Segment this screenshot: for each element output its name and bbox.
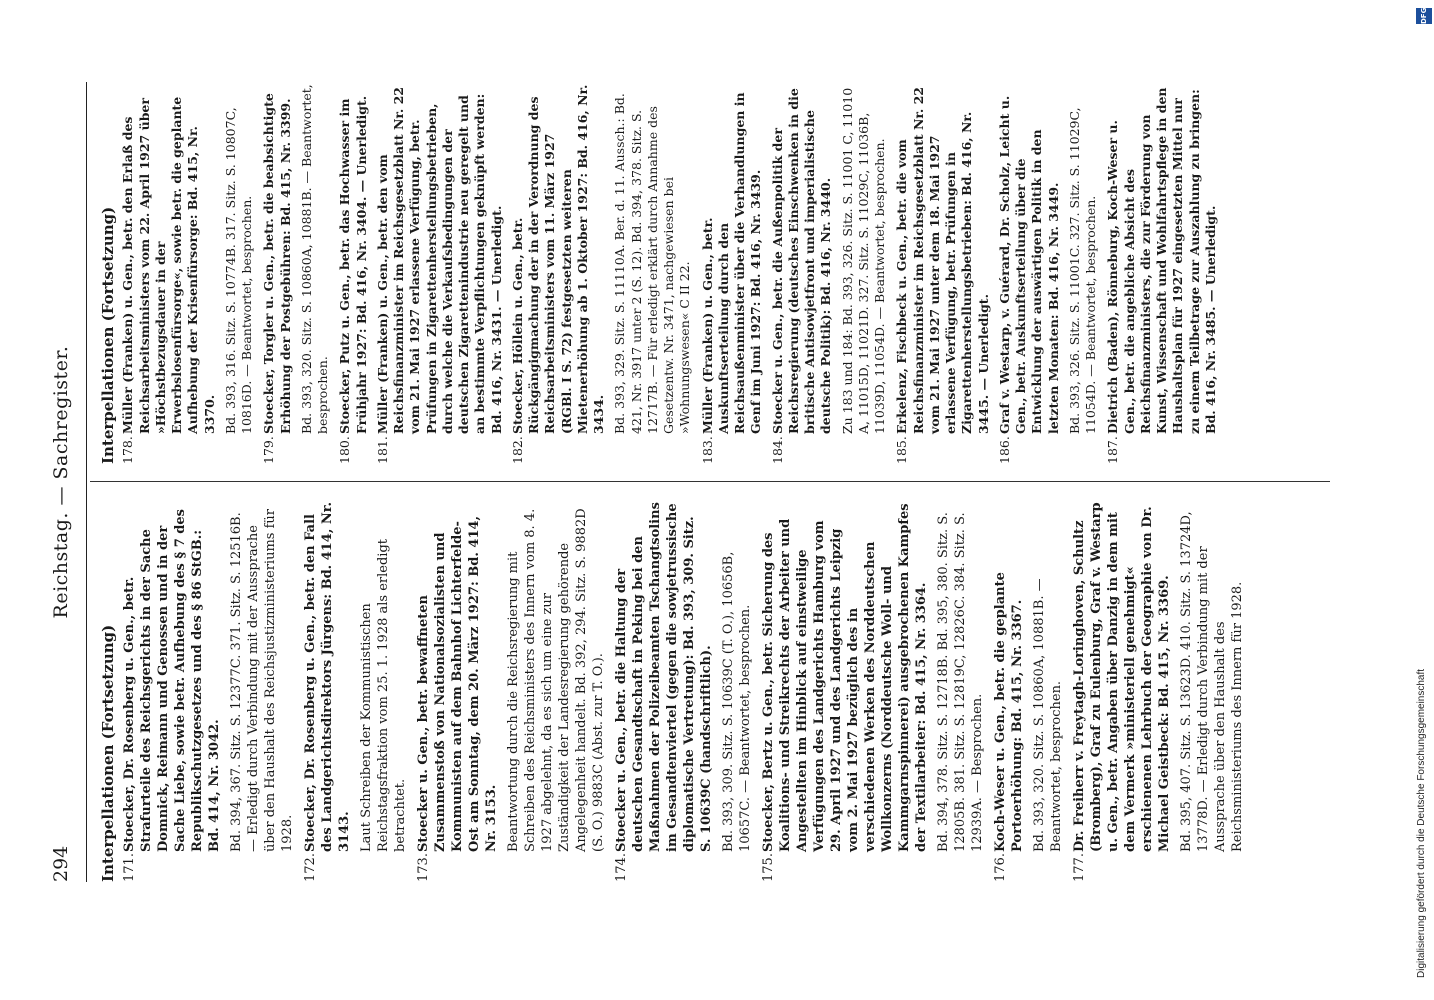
entry-text: Koch-Weser u. Gen., betr. die geplante Portoerhöhung: Bd. 415, Nr. 3367.: [993, 572, 1025, 852]
index-entry: [261, 84, 294, 464]
index-entry: [700, 84, 765, 464]
entry-references: Beantwortung durch die Reichsregierung mit Schreiben des Reichsministers des Innern vom 8. 4. 1927 abgelehnt, da es sich um eine zur Zuständigkeit der Landesregierung gehörende Angelegenheit handelt. Bd. 392, 294. Sitz. S. 9882D (S. O.) 9883C (Abst. zur T. O.).: [506, 508, 606, 852]
entry-text: Stoecker, Torgler u. Gen., betr. die beabsichtigte Erhöhung der Postgebühren: Bd. 415, Nr. 3399.: [261, 93, 293, 434]
index-entry: [375, 84, 505, 464]
entry-references: Bd. 395, 407. Sitz. S. 13623D. 410. Sitz. S. 13724D, 13778D. — Erledigt durch Verbindung mit der Aussprache über den Haushalt des Reichsministeriums des Innern für 1928.: [1179, 511, 1245, 852]
page-header: [50, 82, 82, 882]
header-rule: [86, 82, 87, 882]
entry-references: Bd. 393, 326. Sitz. S. 11001C. 327. Sitz. S. 11029C, 11054D. — Beantwortet, besprochen.: [1066, 107, 1098, 434]
entry-text: Stoecker u. Gen., betr. die Haltung der deutschen Gesandtschaft in Peking bei den Maßnahmen der Polizeibeamten Tschangtsolins im Gesandtenviertel (gegen die sowjetrussische diplomatische Vertretung): Bd. 393, 309. Sitz. S. 10639C (handschriftlich).: [614, 502, 714, 852]
entry-number: 176.: [993, 853, 1008, 882]
document-page: [50, 82, 1350, 882]
entry-text: Stoecker u. Gen., betr. die Außenpolitik der Reichsregierung (deutsches Einschwenken in die britische Antisowjetfront und imperialistische deutsche Politik): Bd. 416, Nr. 3440.: [769, 88, 834, 434]
entry-number: 173.: [416, 853, 431, 882]
entry-number: 186.: [996, 436, 1012, 464]
entry-text: Erkelenz, Fischbeck u. Gen., betr. die vom Reichsfinanzminister im Reichsgesetzblatt Nr. 22 vom 21. Mai 1927 unter dem 18. Mai 1927 erlassene Verfügung, betr. Prüfungen in Zigarettenherstellungsbetrieben: Bd. 416, Nr. 3445. — Unerledigt.: [894, 87, 991, 434]
index-entry: [613, 502, 715, 882]
entry-number: 187.: [1105, 436, 1121, 464]
entry-text: Dietrich (Baden), Rönneburg, Koch-Weser u. Gen., betr. die angebliche Absicht des Reichsfinanzministers, die zur Förderung von Kunst, Wissenschaft und Wohlfahrtspflege in den Haushaltsplan für 1927 eingesetzten Mittel nur zu einem Teilbetrage zur Auszahlung zu bringen: Bd. 416, Nr. 3485. — Unerledigt.: [1105, 87, 1218, 434]
entry-text: Graf v. Westarp, v. Guérard, Dr. Scholz, Leicht u. Gen., betr. Auskunftserteilung über die Entwicklung der auswärtigen Politik in den letzten Monaten: Bd. 416, Nr. 3449.: [996, 95, 1061, 434]
entry-number: 179.: [261, 436, 277, 464]
entry-text: Stoecker u. Gen., betr. bewaffneten Zusammenstoß von Nationalsozialisten und Kommunisten auf dem Bahnhof Lichterfelde-Ost am Sonntag, dem 20. März 1927: Bd. 414, Nr. 3153.: [416, 515, 499, 852]
entry-number: 183.: [699, 436, 715, 464]
dfg-logo-text: DFG: [1420, 7, 1428, 24]
entry-references: Laut Schreiben der Kommunistischen Reichstagsfraktion vom 25. 1. 1928 als erledigt betrachtet.: [359, 539, 408, 852]
entry-number: 174.: [614, 853, 629, 882]
entry-text: Stoecker, Dr. Rosenberg u. Gen., betr. den Fall des Landgerichtsdirektors Jürgens: Bd. 414, Nr. 3143.: [303, 502, 352, 852]
entry-text: Müller (Franken) u. Gen., betr. Auskunftserteilung durch den Reichsaußenminister über die Verhandlungen in Genf im Juni 1927: Bd. 416, Nr. 3439.: [699, 92, 764, 434]
entry-number: 172.: [303, 853, 318, 882]
entry-references: Bd. 393, 320. Sitz. S. 10860A, 10881B. — Beantwortet, besprochen.: [298, 84, 330, 434]
entry-text: Stoecker, Höllein u. Gen., betr. Rückgängigmachung der in der Verordnung des Reichsarbeitsministers vom 11. März 1927 (RGBl. I S. 72) festgesetzten weiteren Mietenerhöhung ab 1. Oktober 1927: Bd. 416, Nr. 3434.: [509, 84, 606, 434]
entry-text: Stoecker, Bertz u. Gen., betr. Sicherung des Koalitions- und Streikrechts der Arbeiter und Angestellten im Hinblick auf einstweilige Verfügungen des Landgerichts Hamburg vom 29. April 1927 und des Landgerichts Leipzig vom 2. Mai 1927 bezüglich des in verschiedenen Werken des Norddeutschen Wollkonzerns (Norddeutsche Woll- und Kammgarnspinnerei) ausgebrochenen Kampfes der Textilarbeiter: Bd. 415, Nr. 3364.: [761, 503, 929, 852]
entry-text: Müller (Franken) u. Gen., betr. den vom Reichsfinanzminister im Reichsgesetzblatt Nr. 22 vom 21. Mai 1927 erlassene Verfügung, betr. Prüfungen in Zigarettenherstellungsbetrieben, durch welche die Verkaufsbedingungen der deutschen Zigarettenindustrie neu geregelt und an bestimmte Verpflichtungen geknüpft werden: Bd. 416, Nr. 3431. — Unerledigt.: [374, 87, 504, 434]
page-number: 294: [50, 845, 72, 882]
index-entry: [337, 84, 370, 464]
index-entry: [120, 84, 218, 464]
credit-text: Digitalisierung gefördert durch die Deutsche Forschungsgemeinschaft: [1416, 668, 1427, 978]
index-entry: [510, 84, 608, 464]
right-column: [100, 84, 1224, 464]
entry-text: Stoecker, Dr. Rosenberg u. Gen., betr. Strafurteile des Reichsgerichts in der Sache Domnick, Reimann und Genossen und in der Sache Liebe, sowie betr. Aufhebung des § 7 des Republikschutzgesetzes und des § 86 StGB.: Bd. 414, Nr. 3042.: [122, 509, 222, 852]
entry-references: Bd. 394, 378. Sitz. S. 12718B. Bd. 395, 380. Sitz. S. 12805B. 381. Sitz. S. 12819C, 12826C. 384. Sitz. S. 12939A. — Besprochen.: [936, 512, 985, 852]
digitization-credit: [1416, 28, 1434, 988]
dfg-logo: [1416, 8, 1432, 24]
index-entry: [997, 84, 1062, 464]
entry-number: 177.: [1072, 853, 1087, 882]
index-entry: [415, 502, 500, 882]
entry-references: Bd. 393, 316. Sitz. S. 10774B. 317. Sitz. S. 10807C, 10816D. — Beantwortet, besprochen.: [222, 107, 254, 434]
entry-number: 184.: [769, 436, 785, 464]
entry-references: Bd. 393, 320. Sitz. S. 10860A, 10881B. — Beantwortet, besprochen.: [1032, 578, 1064, 852]
index-entry: [992, 502, 1026, 882]
index-entry: [1105, 84, 1219, 464]
entry-text: Dr. Freiherr v. Freytagh-Loringhoven, Schultz (Bromberg), Graf zu Eulenburg, Graf v. Westarp u. Gen., betr. Angaben über Danzig in dem mit dem Vermerk »ministeriell genehmigt« erschienenen Lehrbuch der Geographie von Dr. Michael Geistbeck: Bd. 415, Nr. 3369.: [1072, 502, 1172, 852]
entry-text: Müller (Franken) u. Gen., betr. den Erlaß des Reichsarbeitsministers vom 22. April 1927 über »Höchstbezugsdauer in der Erwerbslosenfürsorge«, sowie betr. die geplante Aufhebung der Krisenfürsorge: Bd. 415, Nr. 3370.: [120, 96, 217, 434]
entry-references: Bd. 393, 329. Sitz. S. 11110A. Ber. d. 11. Aussch.: Bd. 421, Nr. 3917 unter 2 (S. 12). Bd. 394, 378. Sitz. S. 12717B. — Für erledigt erklärt durch Annahme des Gesetzentw. Nr. 3471, nachgewiesen bei »Wohnungswesen« C II 22.: [612, 93, 693, 434]
entry-number: 181.: [374, 436, 390, 464]
index-entry: [770, 84, 835, 464]
index-entry: [894, 84, 992, 464]
left-column: [100, 502, 1252, 882]
entry-number: 175.: [761, 853, 776, 882]
entry-references: Zu 183 und 184: Bd. 393, 326. Sitz. S. 11001 C, 11010 A, 11015D, 11021D. 327. Sitz. S. 11029C, 11036B, 11039D, 11054D. — Beantwortet, besprochen.: [839, 87, 887, 434]
entry-number: 185.: [894, 436, 910, 464]
section-heading: Interpellationen (Fortsetzung): [99, 206, 117, 464]
running-title: Reichstag. — Sachregister.: [50, 345, 72, 619]
entry-number: 171.: [122, 853, 137, 882]
index-entry: [1071, 502, 1173, 882]
entry-number: 180.: [337, 436, 353, 464]
index-entry: [121, 502, 223, 882]
column-divider: [90, 481, 1330, 482]
index-entry: [760, 502, 930, 882]
index-entry: [302, 502, 353, 882]
entry-number: 182.: [509, 436, 525, 464]
entry-references: Bd. 393, 309. Sitz. S. 10639C (T. O.), 10656B, 10657C. — Beantwortet, besprochen.: [721, 551, 753, 852]
entry-references: Bd. 394, 367. Sitz. S. 12377C. 371. Sitz. S. 12516B. — Erledigt durch Verbindung mit der Aussprache über den Haushalt des Reichsjustizministeriums für 1928.: [229, 509, 295, 852]
entry-text: Stoecker, Putz u. Gen., betr. das Hochwasser im Frühjahr 1927: Bd. 416, Nr. 3404. — Unerledigt.: [337, 95, 369, 434]
entry-number: 178.: [120, 436, 136, 464]
section-heading: Interpellationen (Fortsetzung): [99, 624, 117, 882]
